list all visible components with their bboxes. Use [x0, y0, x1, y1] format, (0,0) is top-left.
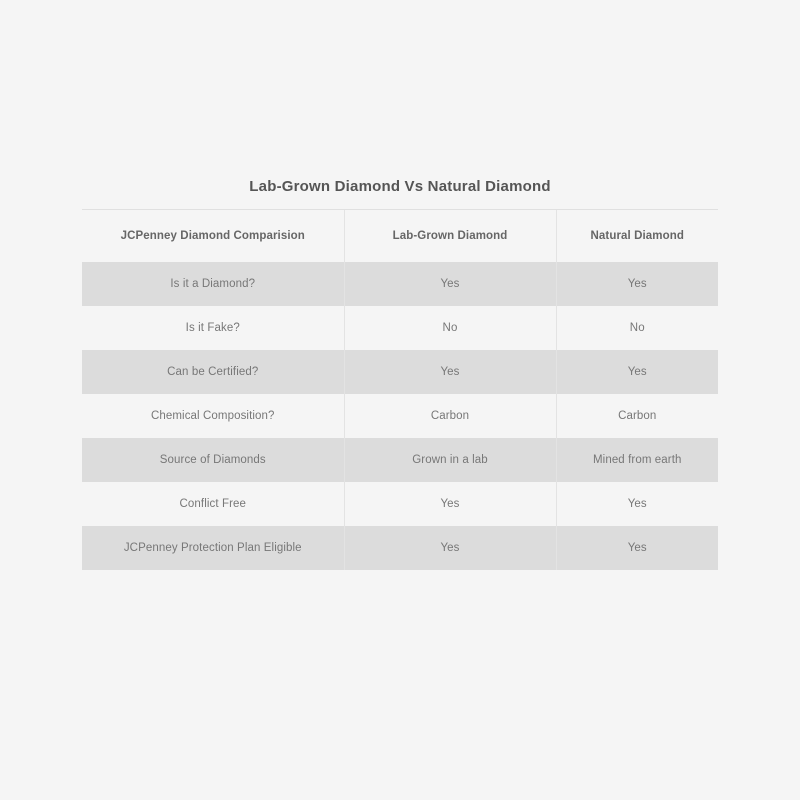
row-label: Conflict Free: [179, 498, 246, 510]
row-value-lab-grown: Yes: [344, 526, 556, 570]
comparison-table-block: [82, 178, 718, 570]
row-value-lab-grown: Yes: [344, 262, 556, 306]
row-value-lab-grown: Carbon: [344, 394, 556, 438]
comparison-table: [82, 210, 718, 570]
table-header-row: [82, 210, 718, 262]
row-label: JCPenney Protection Plan Eligible: [82, 526, 344, 570]
table-row: [82, 526, 718, 570]
row-value-natural: Yes: [556, 526, 718, 570]
row-label: Is it a Diamond?: [82, 262, 344, 306]
row-value-natural: No: [556, 306, 718, 350]
table-row: [82, 438, 718, 482]
table-row: [82, 350, 718, 394]
row-value-lab-grown: Yes: [344, 482, 556, 526]
row-value-lab-grown: Yes: [344, 350, 556, 394]
row-label: Chemical Composition?: [150, 410, 275, 422]
row-label: Is it Fake?: [185, 322, 240, 334]
row-value-lab-grown: Grown in a lab: [344, 438, 556, 482]
row-label: Source of Diamonds: [82, 438, 344, 482]
row-value-natural: Yes: [556, 350, 718, 394]
table-row: [82, 306, 718, 350]
row-value-natural: Yes: [556, 262, 718, 306]
table-header: [82, 210, 718, 262]
row-value-natural: Yes: [556, 482, 718, 526]
table-row: [82, 262, 718, 306]
row-value-natural: Carbon: [556, 394, 718, 438]
table-row: [82, 394, 718, 438]
page-title: Lab-Grown Diamond Vs Natural Diamond: [82, 178, 718, 210]
column-header-natural: Natural Diamond: [556, 210, 718, 262]
table-row: [82, 482, 718, 526]
column-header-lab-grown: Lab-Grown Diamond: [344, 210, 556, 262]
table-body: [82, 262, 718, 570]
row-label: Can be Certified?: [82, 350, 344, 394]
column-header-feature: JCPenney Diamond Comparision: [120, 230, 305, 242]
row-value-lab-grown: No: [344, 306, 556, 350]
row-value-natural: Mined from earth: [556, 438, 718, 482]
